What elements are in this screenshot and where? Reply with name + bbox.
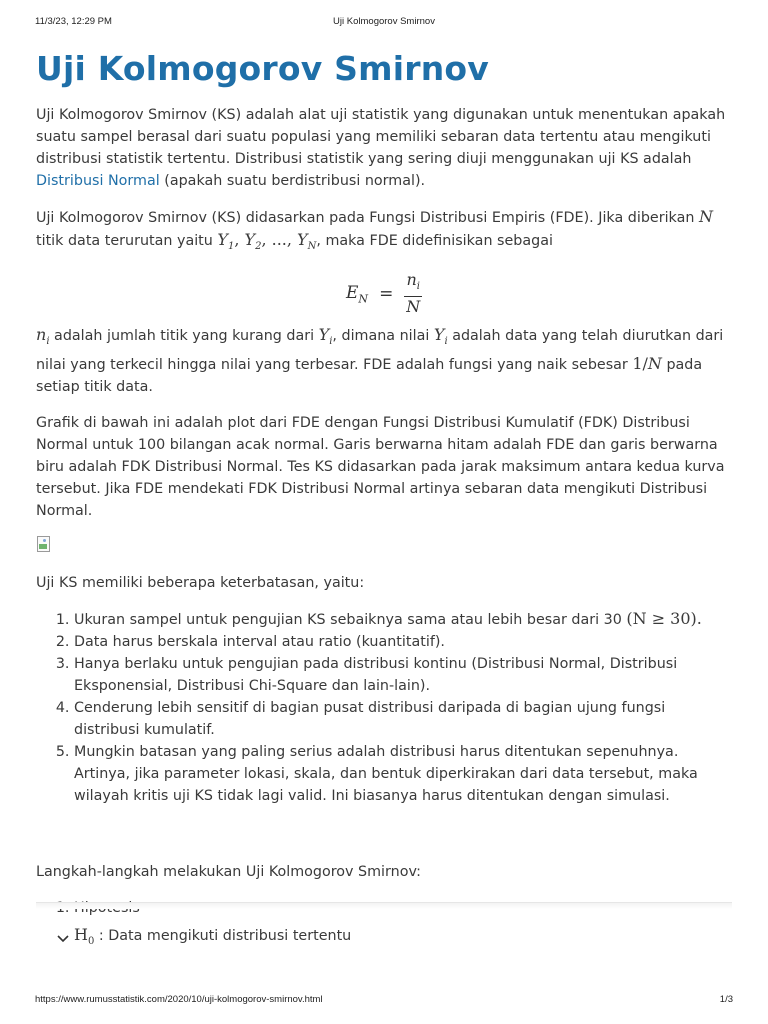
intro-paragraph: Uji Kolmogorov Smirnov (KS) adalah alat uji statistik yang digunakan untuk menentukan apakah suatu sampel berasal dari suatu populasi yang memiliki sebaran data tertentu atau mengikuti distribusi statistik tertentu. Distribusi statistik yang sering diuji menggunakan uji KS adalah Distribusi Normal (apakah suatu berdistribusi normal). — [36, 107, 726, 189]
print-footer — [35, 994, 733, 1008]
limitations-list — [36, 608, 732, 807]
math-Y-i-2: $Y_i$ — [433, 325, 448, 348]
equation-fraction: $\frac{n_i}{N}$ — [406, 270, 421, 317]
list-item: 1. Ukuran sampel untuk pengujian KS sebaiknya sama atau lebih besar dari 30 (N ≥ 30). — [74, 608, 732, 631]
list-item: 5. Mungkin batasan yang paling serius adalah distribusi harus ditentukan sepenuhnya. Artinya, jika parameter lokasi, skala, dan bentuk diperkirakan dari data tersebut, maka wilayah kritis uji KS tidak lagi valid. Ini biasanya harus ditentukan dengan simulasi. — [74, 741, 732, 807]
math-H0: $H_0$ — [74, 925, 95, 948]
list-item: 2. Data harus berskala interval atau ratio (kuantitatif). — [74, 631, 732, 653]
page-url: https://www.rumusstatistik.com/2020/10/uji-kolmogorov-smirnov.html — [35, 994, 323, 1005]
fde-equation — [36, 270, 732, 317]
hypothesis-h0: $H_0$ : Data mengikuti distribusi tertentu — [56, 923, 732, 947]
fde-paragraph: Uji Kolmogorov Smirnov (KS) didasarkan pada Fungsi Distribusi Empiris (FDE). Jika diberikan N titik data terurutan yaitu $Y_1$, $Y_2$, ..., $Y_N$, maka FDE didefinisikan sebagai — [36, 207, 713, 253]
distribusi-normal-link[interactable]: Distribusi Normal — [36, 173, 160, 189]
math-Y-i: $Y_i$ — [318, 325, 333, 348]
math-n-i: $n_i$ — [36, 325, 50, 348]
list-item: 4. Cenderung lebih sensitif di bagian pusat distribusi daripada di bagian ujung fungsi distribusi kumulatif. — [74, 697, 732, 741]
equation-equals: = — [379, 283, 394, 304]
page-number: 1/3 — [719, 994, 733, 1005]
math-n-geq-30: (N ≥ 30). — [626, 609, 702, 629]
math-y-sequence: $Y_1$, $Y_2$, ..., $Y_N$ — [217, 230, 317, 253]
print-doc-title: Uji Kolmogorov Smirnov — [333, 16, 435, 27]
article — [36, 46, 732, 947]
broken-image-icon — [36, 536, 52, 552]
chevron-down-icon[interactable] — [56, 929, 70, 943]
list-item: 3. Hanya berlaku untuk pengujian pada distribusi kontinu (Distribusi Normal, Distribusi Eksponensial, Distribusi Chi-Square dan lain-lain). — [74, 653, 732, 697]
steps-intro: Langkah-langkah melakukan Uji Kolmogorov Smirnov: — [36, 864, 421, 881]
divider — [36, 902, 732, 909]
print-datetime: 11/3/23, 12:29 PM — [35, 16, 112, 27]
article-heading: Uji Kolmogorov Smirnov — [36, 49, 489, 88]
ni-paragraph: $n_i$ adalah jumlah titik yang kurang dari $Y_i$, dimana nilai $Y_i$ adalah data yang telah diurutkan dari nilai yang terkecil hingga nilai yang terbesar. FDE adalah fungsi yang naik sebesar 1/N pada setiap titik data. — [36, 325, 724, 396]
math-N: N — [698, 207, 713, 226]
graph-paragraph: Grafik di bawah ini adalah plot dari FDE dengan Fungsi Distribusi Kumulatif (FDK) Distribusi Normal untuk 100 bilangan acak normal. Garis berwarna hitam adalah FDE dan garis berwarna biru adalah FDK Distribusi Normal. Tes KS didasarkan pada jarak maksimum antara kedua kurva tersebut. Jika FDE mendekati FDK Distribusi Normal artinya sebaran data mengikuti Distribusi Normal. — [36, 415, 725, 520]
math-one-over-N: 1/N — [632, 354, 662, 374]
print-header — [35, 16, 733, 30]
equation-lhs: $E_N$ — [346, 282, 369, 305]
limitations-intro: Uji KS memiliki beberapa keterbatasan, yaitu: — [36, 575, 365, 592]
